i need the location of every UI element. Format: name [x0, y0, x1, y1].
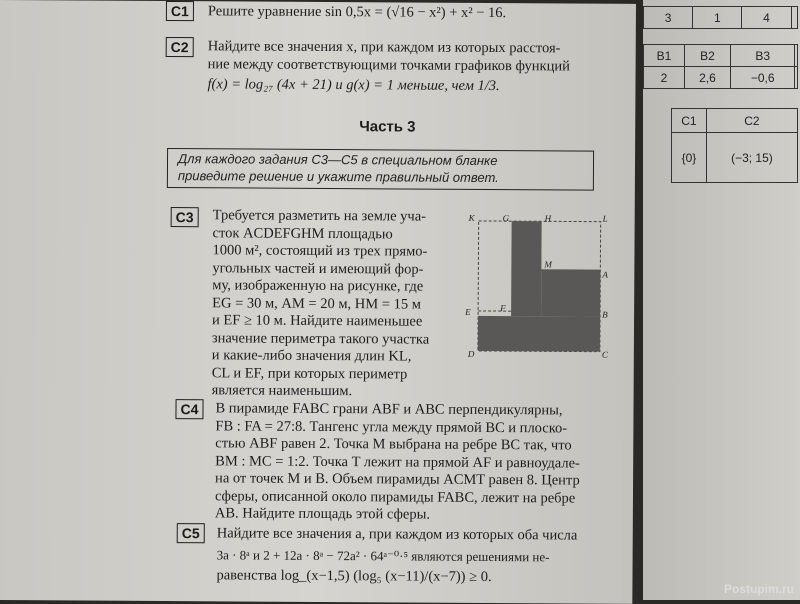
label-c: C	[601, 349, 608, 360]
instruction-line2: приведите решение и укажите правильный ответ.	[177, 168, 499, 186]
c3-line: и какие-либо значения длин KL,	[211, 347, 412, 365]
label-b: B	[602, 309, 608, 320]
label-m: M	[544, 259, 552, 270]
c3-line: угольных частей и имеющий фор-	[212, 259, 424, 278]
problem-text-c5-line1: Найдите все значения a, при каждом из которых оба числа	[216, 525, 578, 544]
problem-label-c3: C3	[171, 207, 199, 227]
answer-header: C1	[672, 109, 707, 133]
shape-part-ed	[478, 316, 600, 352]
label-k: K	[468, 212, 475, 223]
answer-cell: {0}	[672, 133, 707, 183]
answer-cell: 2	[644, 67, 685, 89]
answer-cell: 4	[742, 7, 791, 29]
problem-label-c5: C5	[177, 523, 205, 543]
answer-header: C2	[706, 109, 797, 133]
problem-label-c1: C1	[166, 1, 194, 21]
c3-line: Требуется разметить на земле уча-	[212, 207, 427, 225]
answer-cell: 3	[644, 7, 693, 29]
shape-part-ma	[541, 269, 600, 316]
c4-line: стью ABF равен 2. Точка M выбрана на ребре BC так, что	[215, 435, 572, 454]
c3-line: сток ACDEFGHM площадью	[212, 224, 393, 242]
answer-cell: 1	[693, 7, 742, 29]
answer-header: B1	[644, 45, 685, 67]
shape-part-gh	[511, 221, 542, 316]
problem-text-c4	[215, 400, 616, 525]
answer-header: B2	[684, 45, 730, 67]
problem-text-c2-line2: ние между соответствующими точками графиков функций	[207, 56, 570, 75]
label-e: E	[465, 306, 471, 317]
problem-text-c2-line1: Найдите все значения x, при каждом из которых расстоя-	[207, 38, 561, 57]
c4-line: В пирамиде FABC грани ABF и ABC перпендикулярны,	[215, 400, 563, 419]
label-f: F	[500, 303, 506, 314]
instruction-box	[167, 148, 594, 191]
c4-line: сферы, описанной около пирамиды FABC, лежит на ребре	[214, 487, 576, 507]
c3-line: и EF ≥ 10 м. Найдите наименьшее	[211, 312, 423, 330]
section-title: Часть 3	[359, 118, 416, 136]
instruction-line1: Для каждого задания С3—С5 в специальном бланке	[177, 151, 498, 169]
problem-text-c5-line2: 3a · 8ᵃ и 2 + 12a · 8ᵃ − 72a² · 64ᵃ⁻⁰·⁵ являются решениями не-	[216, 547, 550, 565]
c3-line: EG = 30 м, AM = 20 м, HM = 15 м	[212, 294, 421, 313]
land-plot-figure	[462, 211, 613, 362]
answer-table-b	[643, 44, 798, 89]
c4-line: на от точек M и B. Объем пирамиды ACMT равен 8. Центр	[215, 470, 580, 489]
c3-line: му, изображенную на рисунке, где	[212, 277, 424, 295]
label-a: A	[602, 269, 608, 280]
problem-label-c4: C4	[175, 399, 203, 419]
problem-text-c5-line3: равенства log_(x−1,5) (log₅ (x−11)/(x−7)) ≥ 0.	[216, 567, 492, 586]
problem-text-c2-line3: f(x) = log₂₇ (4x + 21) и g(x) = 1 меньше, чем 1/3.	[207, 76, 500, 95]
book-page-right	[643, 0, 800, 600]
answer-header: B3	[730, 45, 794, 67]
problem-label-c2: C2	[166, 37, 194, 57]
c4-line: AB. Найдите площадь этой сферы.	[214, 505, 431, 523]
problem-text-c1: Решите уравнение sin 0,5x = (√16 − x²) + x² − 16.	[207, 3, 507, 22]
answer-cell: (−3; 15)	[706, 133, 797, 183]
c4-line: BM : MC = 1:2. Точка T лежит на прямой AF и равноудале-	[215, 452, 580, 472]
c4-line: FB : FA = 27:8. Тангенс угла между прямой BC и плоско-	[215, 417, 568, 436]
c3-line: 1000 м², состоящий из трех прямо-	[212, 242, 428, 260]
c3-line: является наименьшим.	[211, 382, 353, 400]
problem-text-c3	[212, 207, 463, 401]
answer-table-c	[671, 108, 798, 183]
c3-line: CL и EF, при которых периметр	[211, 364, 408, 382]
label-h: H	[544, 213, 552, 224]
answer-cell: 2,6	[684, 67, 730, 89]
label-g: G	[502, 213, 510, 224]
answer-cell: −0,6	[730, 67, 794, 89]
answer-table-top	[643, 6, 798, 29]
label-l: L	[602, 213, 608, 224]
label-d: D	[467, 348, 475, 359]
watermark: Postupim.ru	[723, 582, 794, 596]
c3-line: значение периметра такого участка	[211, 329, 430, 348]
